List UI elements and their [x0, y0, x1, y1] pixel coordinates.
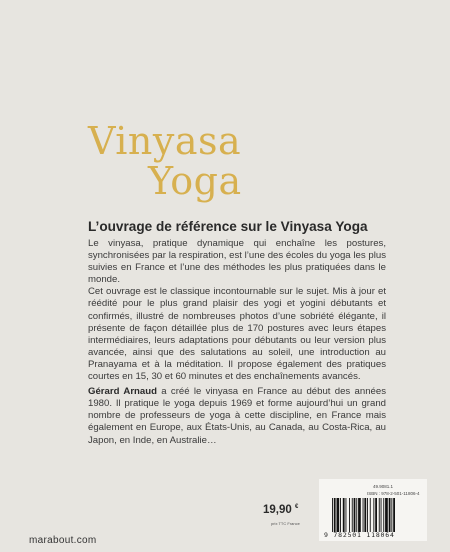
description-paragraph-2: Cet ouvrage est le classique incontournable sur le sujet. Mis à jour et réédité pour le plus grand plaisir des yogi et yogini débutants et confirmés, illustré de nombreuses photos d’une sobriété élégante, il présente de façon détaillée plus de 170 postures avec leurs étapes intermédiaires, leurs adaptations pour débutants ou leur version plus avancée, ainsi que des salutations au soleil, une introduction au Pranayama et à la méditation. Il propose également des pratiques courtes en 15, 30 et 60 minutes et des enchaînements avancés. [88, 286, 386, 383]
description-paragraph-1: Le vinyasa, pratique dynamique qui enchaîne les postures, synchronisées par la respiration, est l’une des écoles du yoga les plus suivies en France et l’une des méthodes les plus pratiquées dans le monde. [88, 238, 386, 286]
price [263, 504, 298, 516]
barcode-icon [332, 498, 420, 532]
isbn-label: ISBN : 978-2-501-11806-4 [367, 491, 420, 496]
author-paragraph [88, 386, 386, 446]
author-bio: a créé le vinyasa en France au début des années 1980. Il pratique le yoga depuis 1969 et forme aujourd’hui un grand nombre de professeurs de yoga à cette discipline, en France mais également en Europe, aux États-Unis, au Canada, au Costa-Rica, au Japon, en Inde, en Australie… [88, 386, 386, 446]
price-amount: 19,90 [263, 504, 292, 516]
author-name: Gérard Arnaud [88, 386, 157, 398]
price-note: prix TTC France [271, 521, 300, 526]
subtitle: L’ouvrage de référence sur le Vinyasa Yoga [88, 219, 368, 234]
title-line-2: Yoga [148, 159, 242, 203]
publisher-url: marabout.com [29, 535, 97, 546]
barcode-digits: 9 782501 118064 [324, 531, 395, 539]
product-code: 49.9081.1 [373, 484, 394, 489]
title-line-1: Vinyasa [88, 119, 242, 163]
description [88, 238, 386, 447]
price-currency: € [294, 504, 299, 511]
